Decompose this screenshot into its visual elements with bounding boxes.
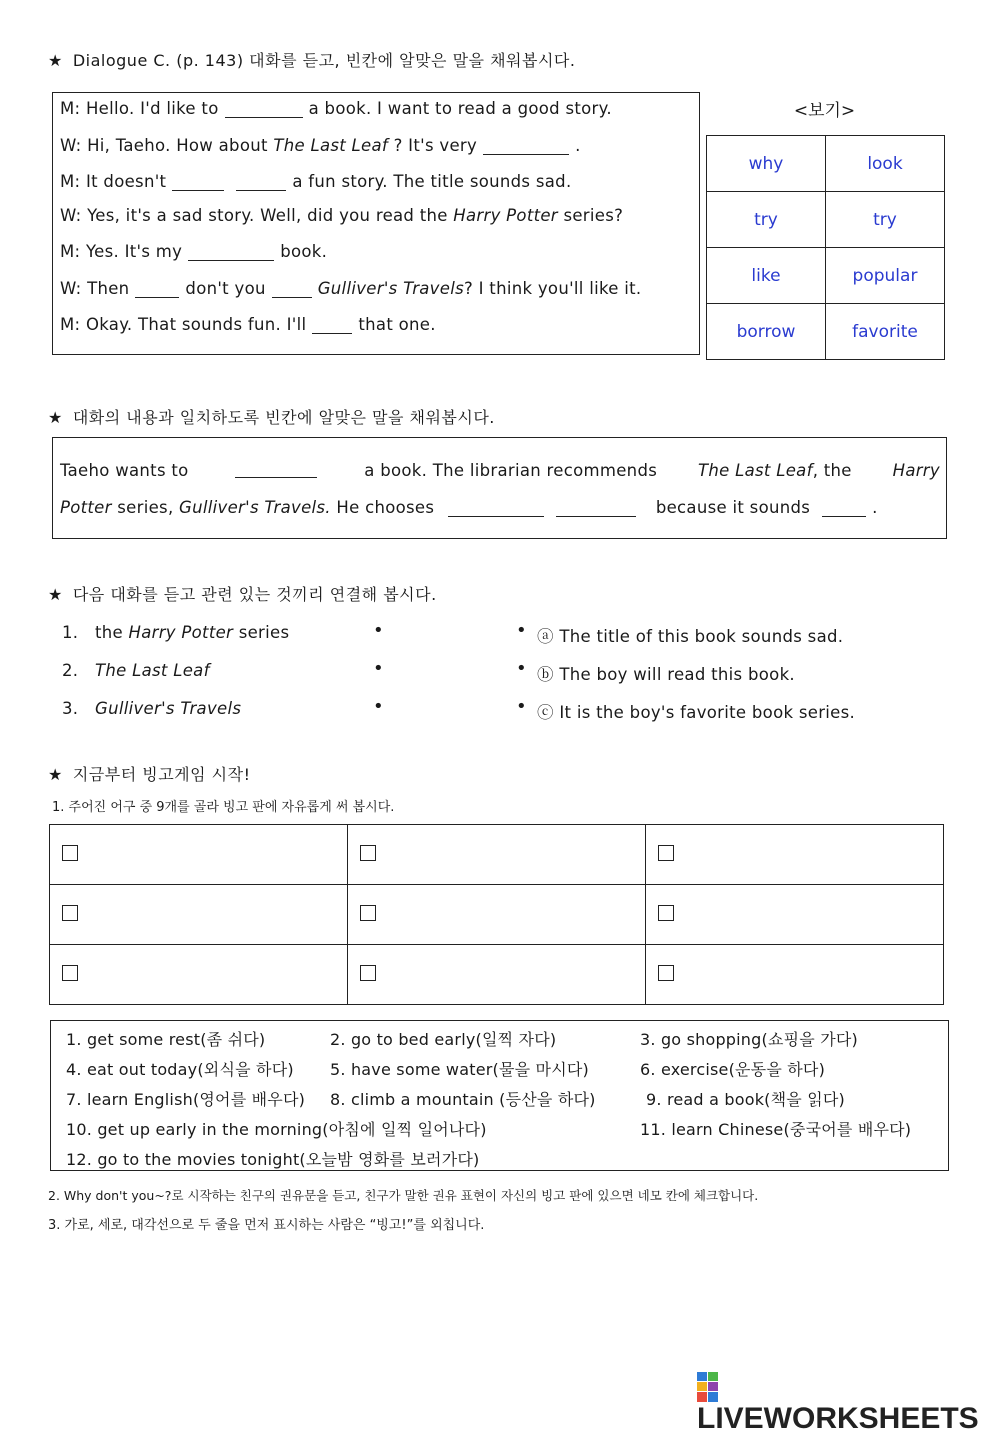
- match-dot-left-3[interactable]: •: [373, 696, 384, 717]
- phrase-item: 7. learn English(영어를 배우다): [66, 1090, 306, 1109]
- bingo-instruction-1: 1. 주어진 어구 중 9개를 골라 빙고 판에 자유롭게 써 봅시다.: [52, 800, 395, 815]
- liveworksheets-logo: [697, 1372, 1000, 1436]
- dialogue-line-5: M: Yes. It's my book.: [60, 242, 328, 261]
- star-icon: ★: [48, 765, 63, 784]
- word-bank-word: like: [707, 248, 826, 304]
- bingo-cell[interactable]: [50, 885, 348, 945]
- word-bank-word: favorite: [826, 304, 945, 360]
- bingo-board: [49, 824, 944, 1005]
- dialogue-line-3: M: It doesn't a fun story. The title sounds sad.: [60, 172, 572, 191]
- blank-look-2[interactable]: [236, 174, 286, 191]
- bingo-instruction-3: 3. 가로, 세로, 대각선으로 두 줄을 먼저 표시하는 사람은 “빙고!”를 외칩니다.: [48, 1218, 485, 1233]
- bingo-cell[interactable]: [348, 825, 646, 885]
- checkbox-icon[interactable]: [62, 845, 78, 861]
- match-dot-left-1[interactable]: •: [373, 620, 384, 641]
- phrase-item: 6. exercise(운동을 하다): [640, 1060, 826, 1079]
- word-bank-title: <보기>: [793, 101, 856, 121]
- dialogue-line-6: W: Then don't you Gulliver's Travels? I think you'll like it.: [60, 279, 642, 298]
- word-bank-word: borrow: [707, 304, 826, 360]
- blank-look-1[interactable]: [172, 174, 224, 191]
- phrase-item: 12. go to the movies tonight(오늘밤 영화를 보러가다): [66, 1150, 480, 1169]
- blank-popular[interactable]: [483, 138, 569, 155]
- summary-blank-3[interactable]: [556, 500, 636, 517]
- word-bank-word: look: [826, 136, 945, 192]
- section1-heading: ★ Dialogue C. (p. 143) 대화를 듣고, 빈칸에 알맞은 말을 채워봅시다.: [48, 51, 576, 70]
- checkbox-icon[interactable]: [360, 845, 376, 861]
- match-left-3: 3. Gulliver's Travels: [62, 699, 242, 718]
- phrase-item: 2. go to bed early(일찍 자다): [330, 1030, 557, 1049]
- checkbox-icon[interactable]: [658, 845, 674, 861]
- match-right-1: ⓐ The title of this book sounds sad.: [537, 627, 844, 646]
- blank-try[interactable]: [272, 281, 312, 298]
- checkbox-icon[interactable]: [360, 905, 376, 921]
- match-dot-right-3[interactable]: •: [516, 696, 527, 717]
- bingo-instruction-2: 2. Why don't you~?로 시작하는 친구의 권유문을 듣고, 친구가 말한 권유 표현이 자신의 빙고 판에 있으면 네모 칸에 체크합니다.: [48, 1188, 759, 1203]
- star-icon: ★: [48, 408, 63, 427]
- word-bank-word: why: [707, 136, 826, 192]
- phrase-item: 9. read a book(책을 읽다): [646, 1090, 845, 1109]
- section3-heading: ★ 다음 대화를 듣고 관련 있는 것끼리 연결해 봅시다.: [48, 585, 437, 604]
- dialogue-line-7: M: Okay. That sounds fun. I'll that one.: [60, 315, 436, 334]
- bingo-cell[interactable]: [348, 885, 646, 945]
- phrase-item: 5. have some water(물을 마시다): [330, 1060, 589, 1079]
- logo-mark-icon: [697, 1372, 719, 1402]
- match-left-2: 2. The Last Leaf: [62, 661, 210, 680]
- summary-box: [52, 437, 947, 539]
- logo-text: LIVEWORKSHEETS: [697, 1402, 979, 1435]
- section2-heading: ★ 대화의 내용과 일치하도록 빈칸에 알맞은 말을 채워봅시다.: [48, 408, 495, 427]
- checkbox-icon[interactable]: [62, 965, 78, 981]
- word-bank-word: try: [826, 192, 945, 248]
- phrase-item: 1. get some rest(좀 쉬다): [66, 1030, 266, 1049]
- match-dot-right-2[interactable]: •: [516, 658, 527, 679]
- bingo-cell[interactable]: [50, 825, 348, 885]
- match-right-3: ⓒ It is the boy's favorite book series.: [537, 703, 856, 722]
- match-right-2: ⓑ The boy will read this book.: [537, 665, 795, 684]
- bingo-cell[interactable]: [646, 945, 944, 1005]
- summary-blank-2[interactable]: [448, 500, 544, 517]
- summary-blank-1[interactable]: [235, 461, 317, 478]
- phrase-item: 10. get up early in the morning(아침에 일찍 일어나다): [66, 1120, 487, 1139]
- word-bank-word: try: [707, 192, 826, 248]
- checkbox-icon[interactable]: [360, 965, 376, 981]
- match-dot-right-1[interactable]: •: [516, 620, 527, 641]
- word-bank-table: [706, 135, 945, 360]
- bingo-cell[interactable]: [646, 825, 944, 885]
- blank-favorite[interactable]: [188, 244, 274, 261]
- dialogue-line-4: W: Yes, it's a sad story. Well, did you read the Harry Potter series?: [60, 206, 624, 225]
- blank-why[interactable]: [135, 281, 179, 298]
- word-bank-word: popular: [826, 248, 945, 304]
- bingo-cell[interactable]: [348, 945, 646, 1005]
- summary-line-2: Potter series, Gulliver's Travels. He chooses because it sounds .: [60, 498, 878, 517]
- phrase-item: 3. go shopping(쇼핑을 가다): [640, 1030, 858, 1049]
- checkbox-icon[interactable]: [62, 905, 78, 921]
- blank-try-2[interactable]: [312, 317, 352, 334]
- phrase-item: 8. climb a mountain (등산을 하다): [330, 1090, 596, 1109]
- summary-line-1: Taeho wants to a book. The librarian recommends The Last Leaf, the Harry: [60, 461, 940, 480]
- checkbox-icon[interactable]: [658, 965, 674, 981]
- match-dot-left-2[interactable]: •: [373, 658, 384, 679]
- phrase-item: 11. learn Chinese(중국어를 배우다): [640, 1120, 912, 1139]
- summary-blank-4[interactable]: [822, 500, 866, 517]
- dialogue-line-2: W: Hi, Taeho. How about The Last Leaf ? It's very .: [60, 136, 581, 155]
- section4-heading: ★ 지금부터 빙고게임 시작!: [48, 765, 251, 784]
- dialogue-line-1: M: Hello. I'd like to a book. I want to read a good story.: [60, 99, 612, 118]
- blank-borrow[interactable]: [225, 101, 303, 118]
- star-icon: ★: [48, 585, 63, 604]
- star-icon: ★: [48, 51, 63, 70]
- phrase-item: 4. eat out today(외식을 하다): [66, 1060, 294, 1079]
- checkbox-icon[interactable]: [658, 905, 674, 921]
- bingo-cell[interactable]: [50, 945, 348, 1005]
- bingo-cell[interactable]: [646, 885, 944, 945]
- match-left-1: 1. the Harry Potter series: [62, 623, 290, 642]
